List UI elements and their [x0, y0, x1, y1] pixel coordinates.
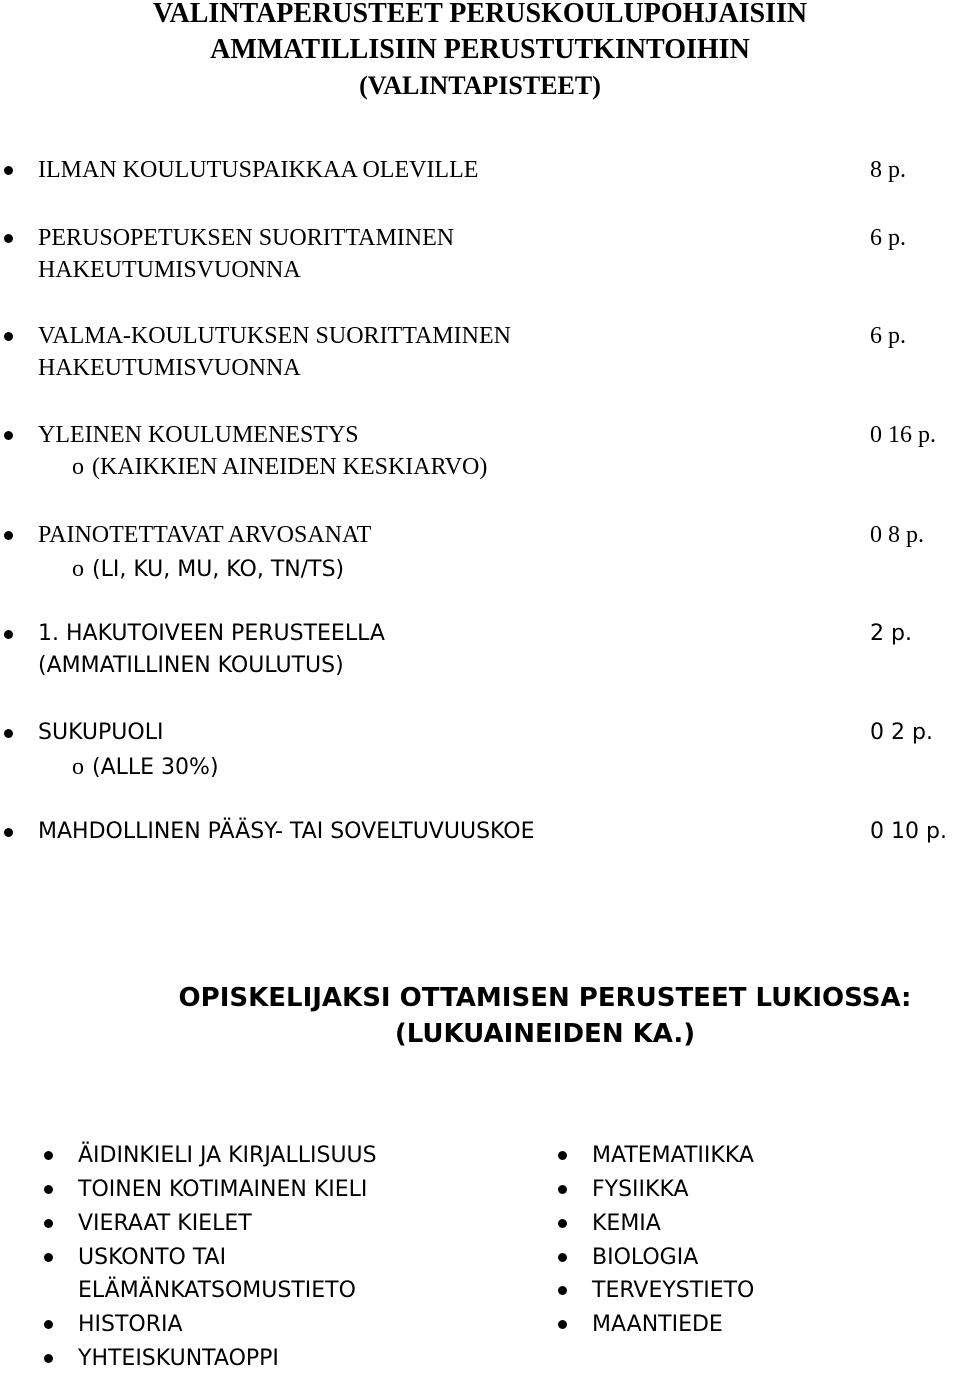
bullet-icon [4, 531, 13, 540]
bullet-icon [44, 1185, 53, 1194]
subject-item [78, 1207, 252, 1240]
criterion-label: ILMAN KOULUTUSPAIKKAA OLEVILLE [38, 157, 479, 183]
criterion-label: MAHDOLLINEN PÄÄSY- TAI SOVELTUVUUSKOE [38, 819, 535, 844]
subject-label: KEMIA [592, 1211, 661, 1236]
bullet-icon [558, 1219, 567, 1228]
subject-label: BIOLOGIA [592, 1245, 699, 1270]
bullet-icon [558, 1320, 567, 1329]
criterion-label: 1. HAKUTOIVEEN PERUSTEELLA [38, 621, 385, 646]
title-line-3: (VALINTAPISTEET) [359, 71, 601, 100]
bullet-icon [4, 828, 13, 837]
criterion-points: 6 p. [870, 225, 906, 251]
criterion-label-line-2: HAKEUTUMISVUONNA [38, 355, 301, 381]
title-line-1: VALINTAPERUSTEET PERUSKOULUPOHJAISIIN [152, 0, 808, 29]
document-title [0, 0, 960, 104]
subject-item [78, 1139, 377, 1172]
criterion-sub-item [72, 553, 344, 586]
sub-item-text: (ALLE 30%) [92, 755, 219, 780]
sub-bullet-icon: o [72, 754, 84, 780]
bullet-icon [4, 234, 13, 243]
subject-label: HISTORIA [78, 1312, 183, 1337]
criterion-label: PERUSOPETUKSEN SUORITTAMINEN [38, 225, 455, 251]
bullet-icon [4, 166, 13, 175]
subject-label: MAANTIEDE [592, 1312, 723, 1337]
bullet-icon [44, 1219, 53, 1228]
subject-item [592, 1308, 723, 1341]
criterion-label: PAINOTETTAVAT ARVOSANAT [38, 522, 372, 548]
subject-item [592, 1207, 661, 1240]
criterion-points: 0 8 p. [870, 522, 924, 548]
bullet-icon [44, 1320, 53, 1329]
criterion-points: 8 p. [870, 157, 906, 183]
criterion-label: SUKUPUOLI [38, 720, 164, 745]
criterion-points: 6 p. [870, 323, 906, 349]
criterion-points: 2 p. [870, 621, 912, 646]
subject-item [78, 1173, 367, 1206]
subject-label: TERVEYSTIETO [592, 1278, 755, 1303]
bullet-icon [44, 1151, 53, 1160]
subject-label: USKONTO TAI [78, 1245, 227, 1270]
subject-item [592, 1241, 698, 1274]
criterion-points: 0 2 p. [870, 720, 933, 745]
bullet-icon [558, 1253, 567, 1262]
bullet-icon [4, 729, 13, 738]
criterion-label: YLEINEN KOULUMENESTYS [38, 422, 359, 448]
subject-item [592, 1173, 689, 1206]
bullet-icon [4, 332, 13, 341]
criterion-points: 0 10 p. [870, 819, 947, 844]
criterion-label-line-2: (AMMATILLINEN KOULUTUS) [38, 653, 344, 678]
bullet-icon [558, 1185, 567, 1194]
criterion-points: 0 16 p. [870, 422, 936, 448]
subject-item [78, 1308, 183, 1341]
lukio-heading-line-1: OPISKELIJAKSI OTTAMISEN PERUSTEET LUKIOSSA: [178, 983, 912, 1013]
bullet-icon [44, 1253, 53, 1262]
subject-item [592, 1274, 754, 1307]
subject-label: YHTEISKUNTAOPPI [78, 1346, 279, 1371]
subject-label: MATEMATIIKKA [592, 1143, 754, 1168]
sub-bullet-icon: o [72, 454, 84, 480]
title-line-2: AMMATILLISIIN PERUSTUTKINTOIHIN [210, 34, 750, 65]
subject-label: TOINEN KOTIMAINEN KIELI [78, 1177, 368, 1202]
criterion-sub-item [72, 751, 219, 784]
subject-item [78, 1342, 279, 1375]
criterion-label: VALMA-KOULUTUKSEN SUORITTAMINEN [38, 323, 511, 349]
criterion-sub-item [72, 451, 487, 483]
bullet-icon [4, 630, 13, 639]
sub-item-text: (KAIKKIEN AINEIDEN KESKIARVO) [92, 454, 488, 480]
sub-bullet-icon: o [72, 556, 84, 582]
subject-item-continuation [78, 1274, 356, 1307]
criterion-label-line-2: HAKEUTUMISVUONNA [38, 257, 301, 283]
subject-label: VIERAAT KIELET [78, 1211, 252, 1236]
subject-label: ÄIDINKIELI JA KIRJALLISUUS [78, 1143, 377, 1168]
bullet-icon [558, 1151, 567, 1160]
subject-item [592, 1139, 754, 1172]
lukio-heading-line-2: (LUKUAINEIDEN KA.) [394, 1019, 696, 1049]
bullet-icon [4, 431, 13, 440]
sub-item-text: (LI, KU, MU, KO, TN/TS) [92, 557, 345, 582]
bullet-icon [558, 1286, 567, 1295]
subject-item [78, 1241, 226, 1274]
subject-label: FYSIIKKA [592, 1177, 689, 1202]
subject-label: ELÄMÄNKATSOMUSTIETO [78, 1278, 356, 1303]
bullet-icon [44, 1354, 53, 1363]
